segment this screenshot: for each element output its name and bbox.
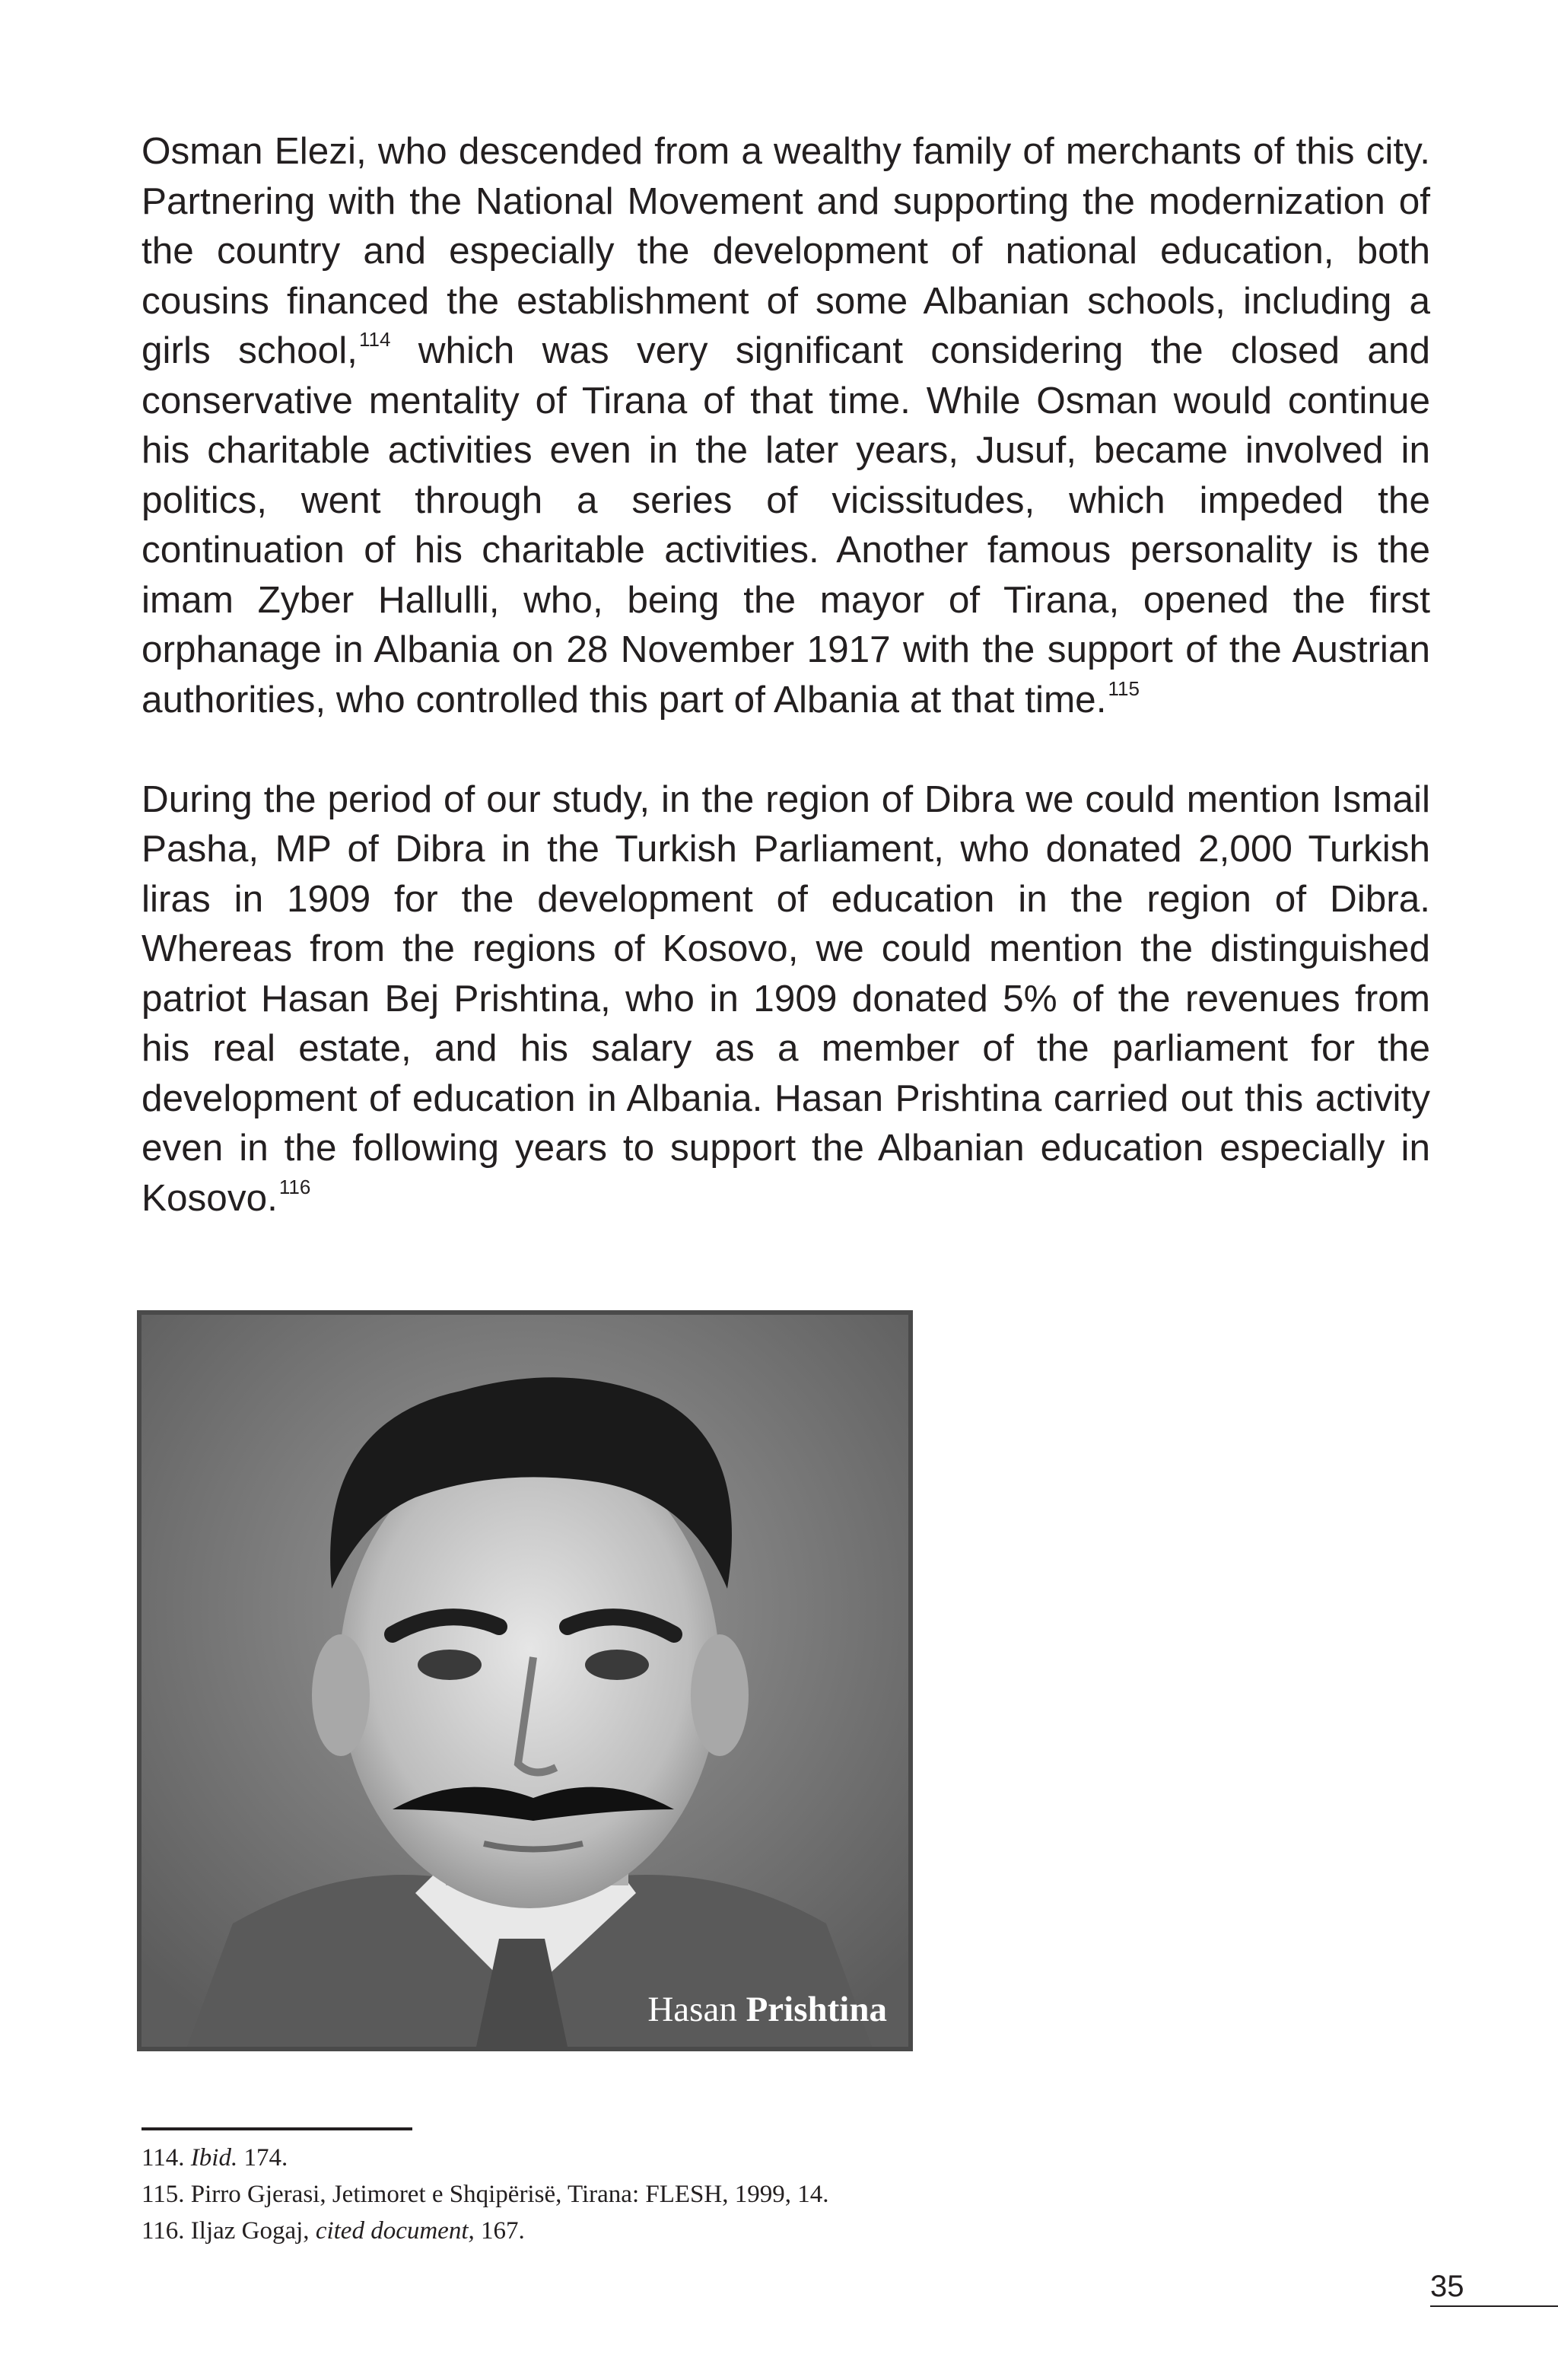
caption-last-name: Prishtina — [746, 1990, 887, 2029]
footnote-ref-115[interactable]: 115 — [1108, 676, 1140, 700]
footnotes — [141, 2140, 828, 2249]
paragraph-1 — [141, 126, 1430, 724]
footnote-116 — [141, 2213, 828, 2249]
footnote-114 — [141, 2140, 828, 2176]
footnote-divider — [141, 2127, 412, 2130]
main-text — [141, 126, 1430, 1223]
footnote-text: 174. — [237, 2144, 288, 2172]
footnote-text: 167. — [474, 2217, 525, 2245]
paragraph-1-text-a: Osman Elezi, who descended from a wealthy family of merchants of this city. Partnering with the National Movement and supporting the modernization of the country and especially the development of national education, both cousins financed the establishment of some Albanian schools, including a girls school, — [141, 130, 1430, 371]
footnote-text: Pirro Gjerasi, Jetimoret e Shqipërisë, Tirana: FLESH, 1999, 14. — [184, 2181, 829, 2208]
footnote-number: 114. — [141, 2144, 185, 2172]
caption-first-name: Hasan — [647, 1990, 737, 2029]
portrait-photo — [137, 1310, 913, 2051]
footnote-italic: Ibid. — [190, 2144, 238, 2172]
footnote-italic: cited document, — [315, 2217, 475, 2245]
footnote-ref-116[interactable]: 116 — [278, 1175, 311, 1198]
photo-caption — [647, 1989, 887, 2030]
footnote-number: 116. — [141, 2217, 185, 2245]
footnote-text: Iljaz Gogaj, — [184, 2217, 316, 2245]
footnote-number: 115. — [141, 2181, 185, 2208]
footnote-ref-114[interactable]: 114 — [358, 328, 391, 351]
paragraph-2-text: During the period of our study, in the region of Dibra we could mention Ismail Pasha, MP of Dibra in the Turkish Parliament, who donated 2,000 Turkish liras in 1909 for the development of education in the region of Dibra. Whereas from the regions of Kosovo, we could mention the distinguished patriot Hasan Bej Prishtina, who in 1909 donated 5% of the revenues from his real estate, and his salary as a member of the parliament for the development of education in Albania. Hasan Prishtina carried out this activity even in the following years to support the Albanian education especially in Kosovo. — [141, 778, 1430, 1219]
portrait-image — [141, 1315, 908, 2047]
footnote-115 — [141, 2176, 828, 2213]
paragraph-2 — [141, 775, 1430, 1223]
paragraph-1-text-b: which was very significant considering the closed and conservative mentality of Tirana of that time. While Osman would continue his charitable activities even in the later years, Jusuf, became involved in politics, went through a series of vicissitudes, which impeded the continuation of his charitable activities. Another famous personality is the imam Zyber Hallulli, who, being the mayor of Tirana, opened the first orphanage in Albania on 28 November 1917 with the support of the Austrian authorities, who controlled this part of Albania at that time. — [141, 329, 1431, 721]
page-number: 35 — [1430, 2267, 1558, 2307]
